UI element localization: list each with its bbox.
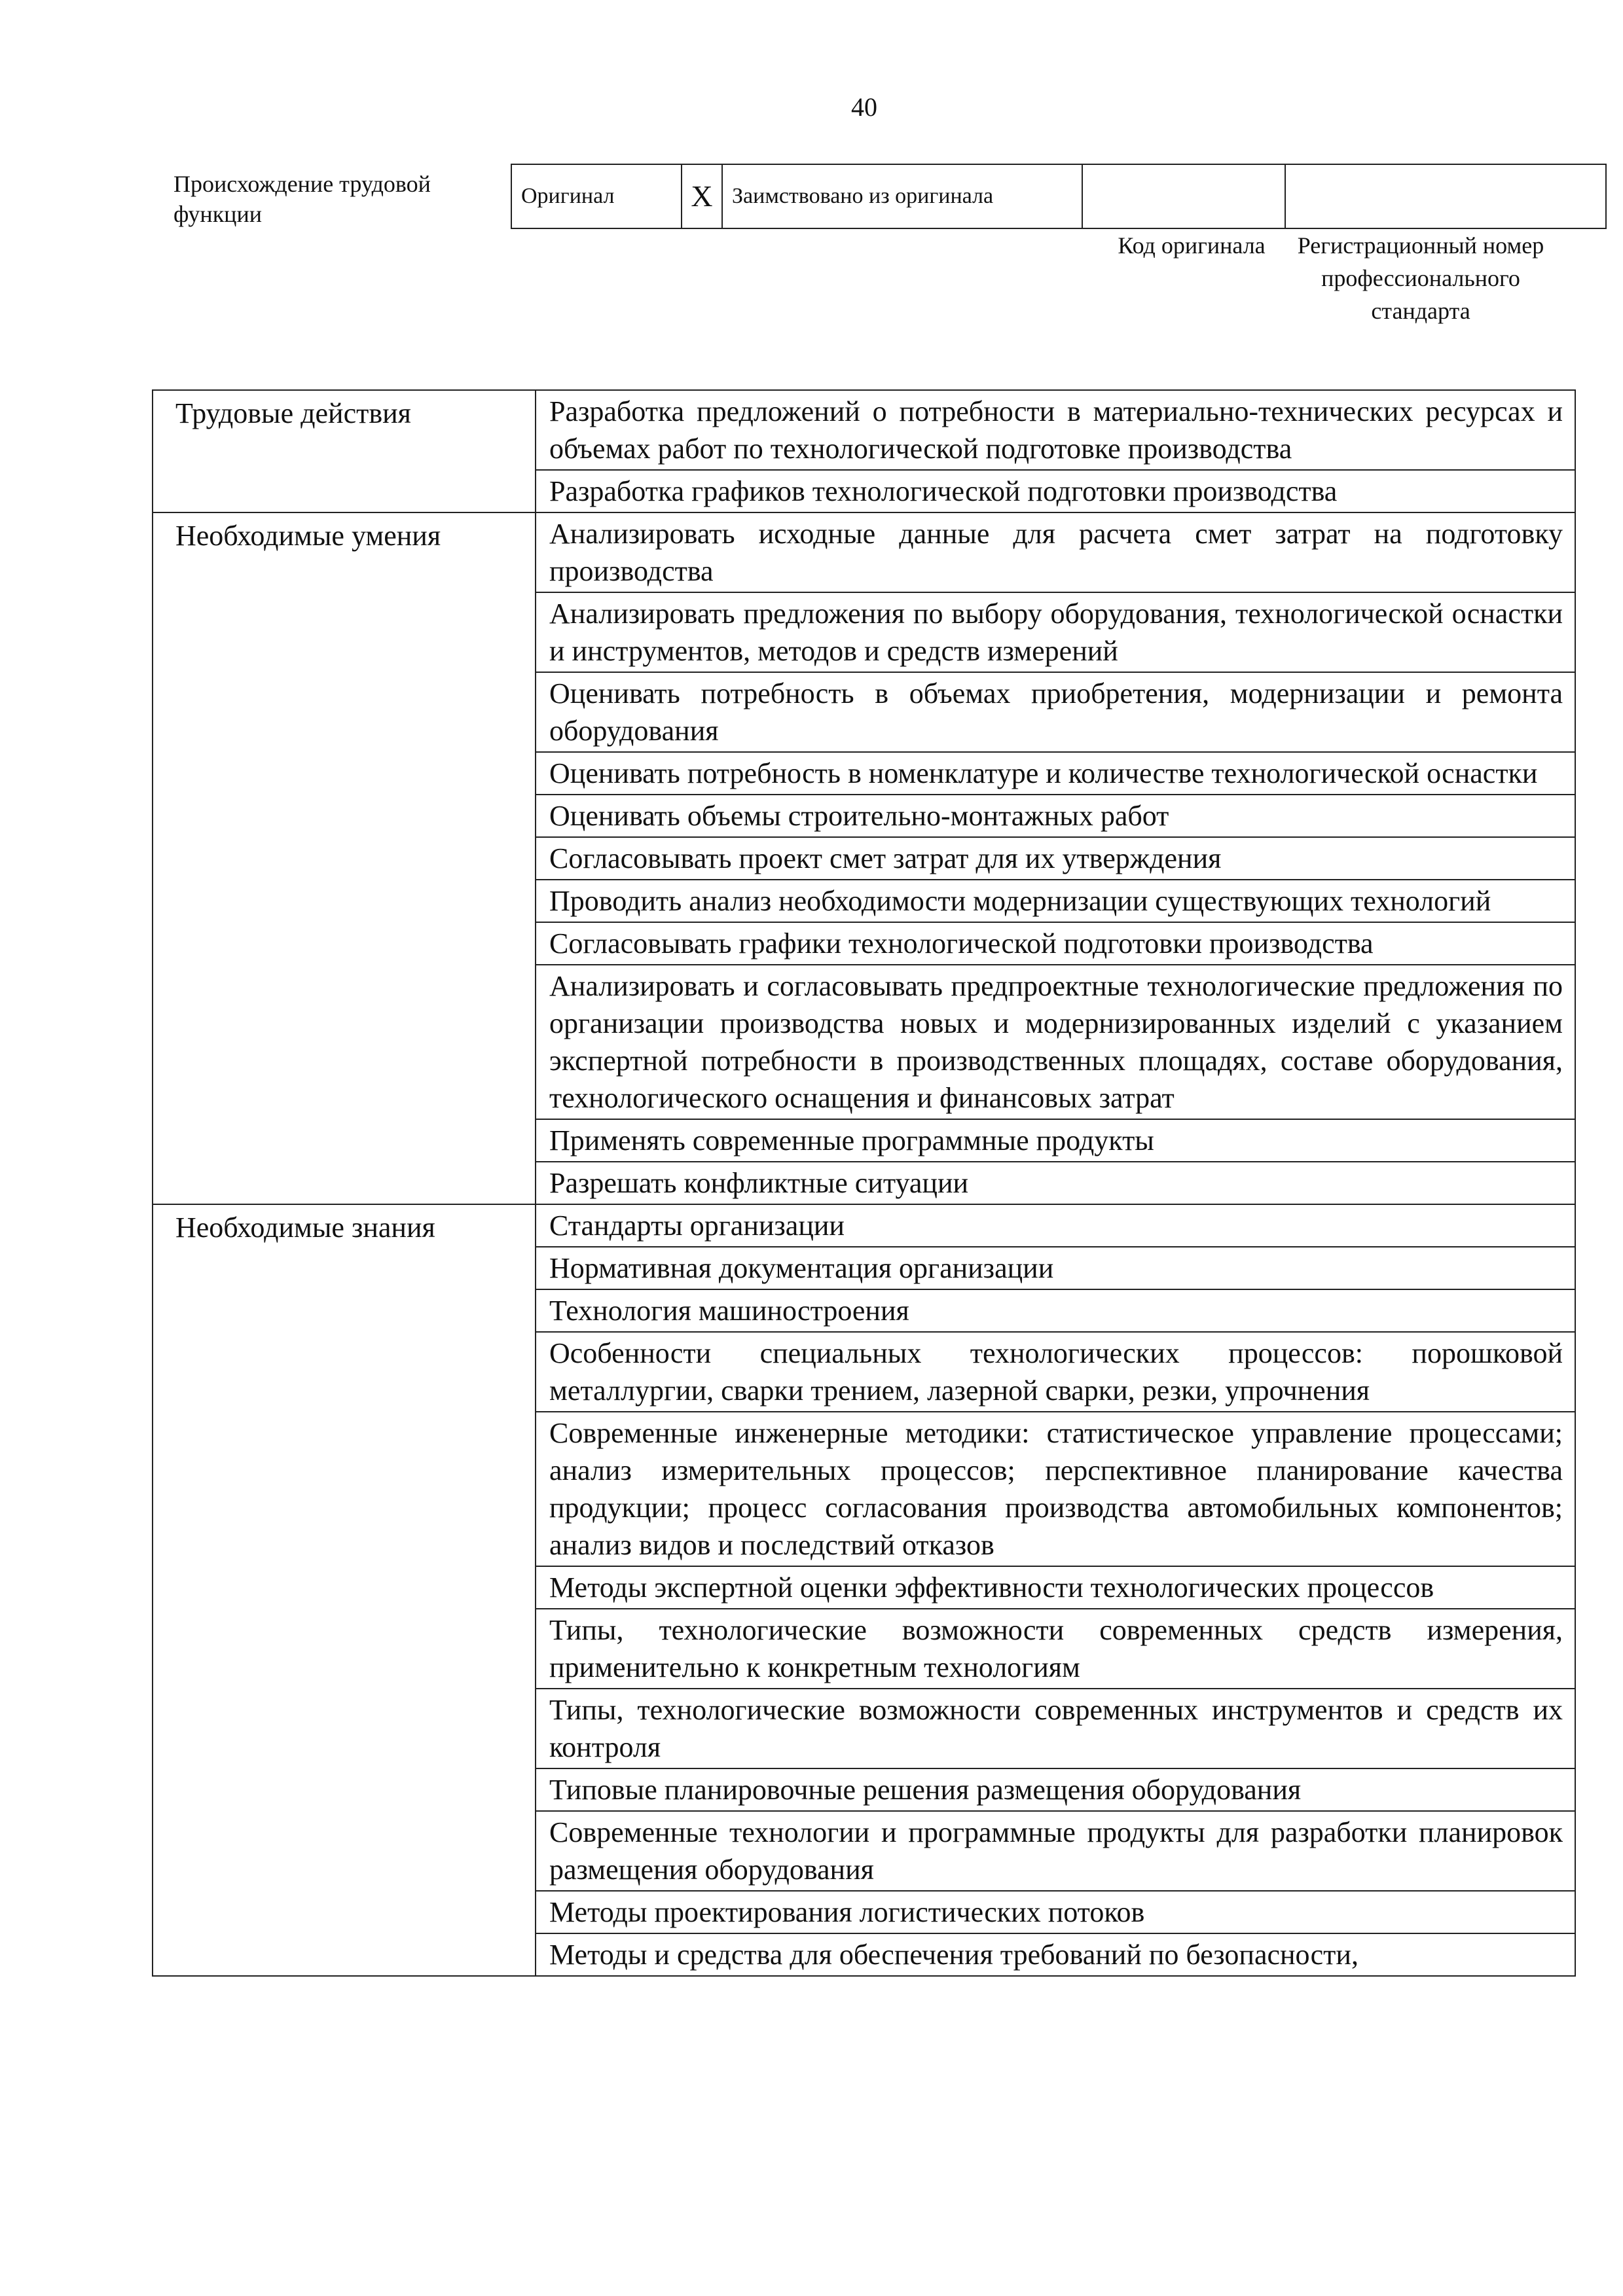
section-item: Типовые планировочные решения размещения оборудования: [536, 1768, 1575, 1811]
original-label: Оригинал: [521, 184, 615, 208]
section-item: Типы, технологические возможности современных инструментов и средств их контроля: [536, 1689, 1575, 1768]
section-item: Согласовывать проект смет затрат для их утверждения: [536, 837, 1575, 880]
section-item: Согласовывать графики технологической подготовки производства: [536, 922, 1575, 965]
section-item: Методы и средства для обеспечения требований по безопасности,: [536, 1933, 1575, 1976]
section-item: Разработка графиков технологической подготовки производства: [536, 470, 1575, 512]
page-number: 40: [851, 92, 877, 122]
section-item: Современные технологии и программные продукты для разработки планировок размещения оборудования: [536, 1811, 1575, 1891]
section-title: Трудовые действия: [153, 390, 536, 512]
original-code-cell: [1082, 164, 1285, 228]
table-row: [153, 1204, 1575, 1247]
origin-label: Происхождение трудовой функции: [173, 171, 431, 227]
section-item: Анализировать предложения по выбору оборудования, технологической оснастки и инструментов, методов и средств измерений: [536, 592, 1575, 672]
section-item: Методы экспертной оценки эффективности технологических процессов: [536, 1566, 1575, 1609]
function-table: [152, 389, 1576, 1977]
section-item: Типы, технологические возможности современных средств измерения, применительно к конкретным технологиям: [536, 1609, 1575, 1689]
borrowed-label: Заимствовано из оригинала: [722, 164, 1082, 228]
section-item: Технология машиностроения: [536, 1289, 1575, 1332]
section-item: Стандарты организации: [536, 1204, 1575, 1247]
section-item: Разрешать конфликтные ситуации: [536, 1162, 1575, 1204]
code-caption: Код оригинала: [1118, 232, 1266, 259]
section-title: Необходимые умения: [153, 512, 536, 1204]
origin-row: [511, 164, 1606, 228]
section-title: Необходимые знания: [153, 1204, 536, 1976]
section-item: Нормативная документация организации: [536, 1247, 1575, 1289]
origin-table: [511, 164, 1607, 229]
registration-number-cell: [1285, 164, 1606, 228]
original-mark: X: [682, 164, 722, 228]
section-item: Оценивать потребность в объемах приобретения, модернизации и ремонта оборудования: [536, 672, 1575, 752]
section-item: Применять современные программные продукты: [536, 1119, 1575, 1162]
table-row: [153, 512, 1575, 592]
section-item: Разработка предложений о потребности в материально-технических ресурсах и объемах работ по технологической подготовке производства: [536, 390, 1575, 470]
table-row: [153, 390, 1575, 470]
section-item: Проводить анализ необходимости модернизации существующих технологий: [536, 880, 1575, 922]
section-item: Особенности специальных технологических процессов: порошковой металлургии, сварки трением, лазерной сварки, резки, упрочнения: [536, 1332, 1575, 1412]
section-item: Методы проектирования логистических потоков: [536, 1891, 1575, 1933]
registration-caption: Регистрационный номер профессионального стандарта: [1297, 232, 1544, 324]
section-item: Анализировать исходные данные для расчета смет затрат на подготовку производства: [536, 512, 1575, 592]
section-item: Современные инженерные методики: статистическое управление процессами; анализ измерительных процессов; перспективное планирование качества продукции; процесс согласования производства автомобильных компонентов; анализ видов и последствий отказов: [536, 1412, 1575, 1566]
section-item: Анализировать и согласовывать предпроектные технологические предложения по организации производства новых и модернизированных изделий с указанием экспертной потребности в производственных площадях, составе оборудования, технологического оснащения и финансовых затрат: [536, 965, 1575, 1119]
original-cell: [511, 164, 682, 228]
section-item: Оценивать объемы строительно-монтажных работ: [536, 795, 1575, 837]
function-table-body: [153, 390, 1575, 1976]
section-item: Оценивать потребность в номенклатуре и количестве технологической оснастки: [536, 752, 1575, 795]
